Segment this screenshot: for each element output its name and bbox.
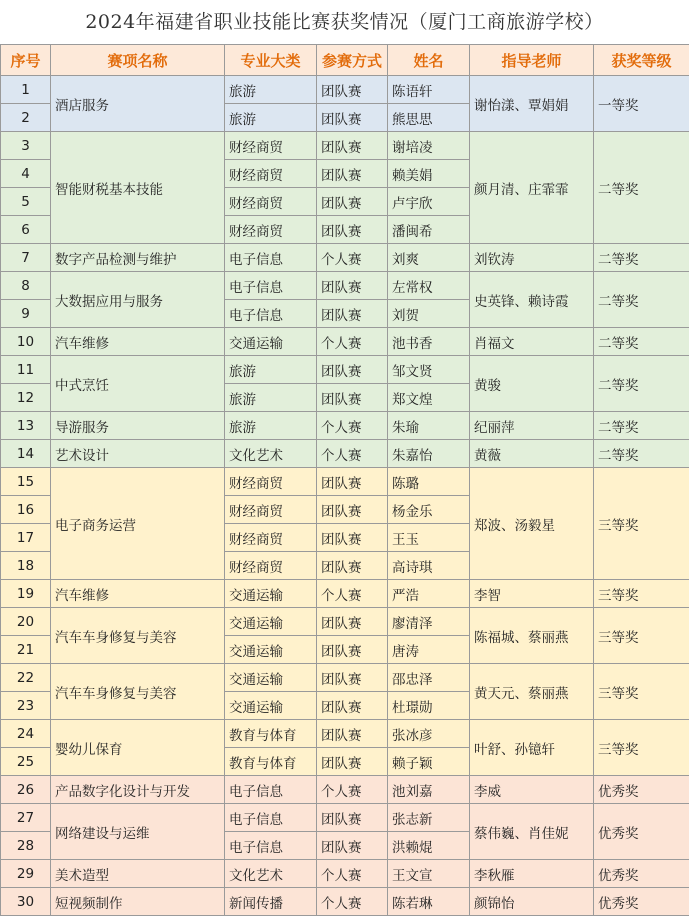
- cell-mode: 个人赛: [317, 580, 388, 608]
- cell-category: 文化艺术: [225, 440, 317, 468]
- cell-name: 卢宇欣: [388, 188, 470, 216]
- cell-mode: 团队赛: [317, 552, 388, 580]
- table-row: [1, 132, 689, 160]
- cell-teacher: 叶舒、孙镱轩: [470, 720, 594, 776]
- cell-mode: 个人赛: [317, 776, 388, 804]
- cell-award: 二等奖: [594, 272, 689, 328]
- cell-name: 池刘嘉: [388, 776, 470, 804]
- cell-no: 27: [1, 804, 51, 832]
- cell-category: 财经商贸: [225, 524, 317, 552]
- cell-award: 优秀奖: [594, 776, 689, 804]
- table-row: [1, 76, 689, 104]
- cell-mode: 团队赛: [317, 748, 388, 776]
- cell-mode: 团队赛: [317, 664, 388, 692]
- cell-event: 中式烹饪: [51, 356, 225, 412]
- cell-no: 9: [1, 300, 51, 328]
- cell-mode: 团队赛: [317, 720, 388, 748]
- header-no: 序号: [1, 45, 51, 76]
- cell-category: 电子信息: [225, 832, 317, 860]
- cell-no: 5: [1, 188, 51, 216]
- cell-name: 陈语轩: [388, 76, 470, 104]
- cell-category: 财经商贸: [225, 216, 317, 244]
- cell-category: 旅游: [225, 356, 317, 384]
- cell-event: 数字产品检测与维护: [51, 244, 225, 272]
- cell-category: 交通运输: [225, 608, 317, 636]
- cell-category: 旅游: [225, 384, 317, 412]
- cell-name: 杨金乐: [388, 496, 470, 524]
- cell-name: 左常权: [388, 272, 470, 300]
- cell-no: 22: [1, 664, 51, 692]
- cell-name: 潘闽希: [388, 216, 470, 244]
- cell-category: 新闻传播: [225, 888, 317, 916]
- cell-name: 杜璟勋: [388, 692, 470, 720]
- cell-event: 汽车车身修复与美容: [51, 664, 225, 720]
- cell-award: 二等奖: [594, 328, 689, 356]
- cell-name: 刘爽: [388, 244, 470, 272]
- cell-award: 优秀奖: [594, 888, 689, 916]
- cell-no: 4: [1, 160, 51, 188]
- cell-category: 交通运输: [225, 328, 317, 356]
- cell-no: 26: [1, 776, 51, 804]
- cell-no: 10: [1, 328, 51, 356]
- cell-name: 赖子颖: [388, 748, 470, 776]
- cell-name: 朱嘉怡: [388, 440, 470, 468]
- cell-event: 产品数字化设计与开发: [51, 776, 225, 804]
- header-teacher: 指导老师: [470, 45, 594, 76]
- cell-name: 张冰彦: [388, 720, 470, 748]
- cell-event: 导游服务: [51, 412, 225, 440]
- cell-teacher: 李威: [470, 776, 594, 804]
- cell-teacher: 蔡伟巍、肖佳妮: [470, 804, 594, 860]
- cell-name: 高诗琪: [388, 552, 470, 580]
- cell-no: 14: [1, 440, 51, 468]
- cell-award: 优秀奖: [594, 804, 689, 860]
- cell-award: 三等奖: [594, 608, 689, 664]
- cell-category: 财经商贸: [225, 552, 317, 580]
- cell-no: 28: [1, 832, 51, 860]
- table-row: [1, 244, 689, 272]
- cell-mode: 团队赛: [317, 300, 388, 328]
- table-row: [1, 440, 689, 468]
- cell-name: 刘贺: [388, 300, 470, 328]
- cell-mode: 团队赛: [317, 384, 388, 412]
- cell-teacher: 颜月清、庄霏霏: [470, 132, 594, 244]
- cell-name: 熊思思: [388, 104, 470, 132]
- cell-no: 20: [1, 608, 51, 636]
- header-mode: 参赛方式: [317, 45, 388, 76]
- cell-mode: 个人赛: [317, 328, 388, 356]
- cell-teacher: 谢怡漾、覃娟娟: [470, 76, 594, 132]
- cell-mode: 团队赛: [317, 216, 388, 244]
- cell-category: 电子信息: [225, 272, 317, 300]
- cell-award: 二等奖: [594, 412, 689, 440]
- header-award: 获奖等级: [594, 45, 689, 76]
- cell-award: 优秀奖: [594, 860, 689, 888]
- cell-teacher: 黄天元、蔡丽燕: [470, 664, 594, 720]
- cell-no: 23: [1, 692, 51, 720]
- cell-no: 15: [1, 468, 51, 496]
- cell-award: 二等奖: [594, 440, 689, 468]
- cell-award: 三等奖: [594, 580, 689, 608]
- cell-name: 王文宣: [388, 860, 470, 888]
- table-row: [1, 580, 689, 608]
- cell-category: 教育与体育: [225, 720, 317, 748]
- cell-event: 婴幼儿保育: [51, 720, 225, 776]
- cell-mode: 个人赛: [317, 440, 388, 468]
- cell-teacher: 颜锦怡: [470, 888, 594, 916]
- cell-name: 王玉: [388, 524, 470, 552]
- cell-mode: 团队赛: [317, 496, 388, 524]
- cell-award: 一等奖: [594, 76, 689, 132]
- cell-mode: 团队赛: [317, 76, 388, 104]
- cell-mode: 个人赛: [317, 244, 388, 272]
- cell-name: 严浩: [388, 580, 470, 608]
- header-event: 赛项名称: [51, 45, 225, 76]
- cell-name: 陈若琳: [388, 888, 470, 916]
- cell-mode: 个人赛: [317, 860, 388, 888]
- awards-table: [0, 44, 689, 916]
- cell-mode: 个人赛: [317, 412, 388, 440]
- cell-name: 池书香: [388, 328, 470, 356]
- table-row: [1, 860, 689, 888]
- cell-category: 电子信息: [225, 776, 317, 804]
- cell-name: 洪赖焜: [388, 832, 470, 860]
- cell-category: 财经商贸: [225, 468, 317, 496]
- table-row: [1, 776, 689, 804]
- cell-mode: 团队赛: [317, 832, 388, 860]
- cell-name: 廖清泽: [388, 608, 470, 636]
- table-header-row: [1, 45, 689, 76]
- cell-event: 智能财税基本技能: [51, 132, 225, 244]
- cell-name: 陈璐: [388, 468, 470, 496]
- cell-no: 30: [1, 888, 51, 916]
- cell-teacher: 纪丽萍: [470, 412, 594, 440]
- cell-event: 汽车维修: [51, 580, 225, 608]
- cell-category: 财经商贸: [225, 160, 317, 188]
- cell-teacher: 李秋雁: [470, 860, 594, 888]
- cell-event: 酒店服务: [51, 76, 225, 132]
- cell-no: 17: [1, 524, 51, 552]
- cell-no: 3: [1, 132, 51, 160]
- cell-teacher: 郑波、汤毅星: [470, 468, 594, 580]
- cell-category: 交通运输: [225, 636, 317, 664]
- cell-no: 29: [1, 860, 51, 888]
- cell-name: 邹文贤: [388, 356, 470, 384]
- cell-teacher: 黄薇: [470, 440, 594, 468]
- cell-category: 教育与体育: [225, 748, 317, 776]
- table-row: [1, 272, 689, 300]
- cell-event: 艺术设计: [51, 440, 225, 468]
- cell-mode: 团队赛: [317, 132, 388, 160]
- table-row: [1, 356, 689, 384]
- cell-award: 二等奖: [594, 244, 689, 272]
- cell-mode: 团队赛: [317, 468, 388, 496]
- cell-award: 三等奖: [594, 720, 689, 776]
- cell-mode: 团队赛: [317, 104, 388, 132]
- header-category: 专业大类: [225, 45, 317, 76]
- cell-event: 汽车车身修复与美容: [51, 608, 225, 664]
- cell-no: 13: [1, 412, 51, 440]
- cell-no: 7: [1, 244, 51, 272]
- cell-category: 电子信息: [225, 804, 317, 832]
- cell-event: 汽车维修: [51, 328, 225, 356]
- cell-category: 交通运输: [225, 664, 317, 692]
- table-row: [1, 608, 689, 636]
- cell-no: 11: [1, 356, 51, 384]
- table-row: [1, 720, 689, 748]
- cell-mode: 个人赛: [317, 888, 388, 916]
- cell-event: 短视频制作: [51, 888, 225, 916]
- table-row: [1, 468, 689, 496]
- cell-mode: 团队赛: [317, 692, 388, 720]
- cell-mode: 团队赛: [317, 356, 388, 384]
- cell-teacher: 李智: [470, 580, 594, 608]
- cell-mode: 团队赛: [317, 804, 388, 832]
- cell-no: 24: [1, 720, 51, 748]
- cell-award: 三等奖: [594, 468, 689, 580]
- cell-name: 赖美娟: [388, 160, 470, 188]
- cell-category: 电子信息: [225, 300, 317, 328]
- cell-name: 谢培凌: [388, 132, 470, 160]
- cell-mode: 团队赛: [317, 608, 388, 636]
- cell-event: 美术造型: [51, 860, 225, 888]
- cell-award: 二等奖: [594, 132, 689, 244]
- cell-no: 8: [1, 272, 51, 300]
- table-body: [1, 76, 689, 916]
- cell-category: 旅游: [225, 412, 317, 440]
- cell-name: 邵忠泽: [388, 664, 470, 692]
- cell-event: 网络建设与运维: [51, 804, 225, 860]
- cell-category: 交通运输: [225, 580, 317, 608]
- cell-no: 2: [1, 104, 51, 132]
- cell-teacher: 黄骏: [470, 356, 594, 412]
- cell-category: 旅游: [225, 76, 317, 104]
- table-row: [1, 328, 689, 356]
- cell-mode: 团队赛: [317, 636, 388, 664]
- cell-mode: 团队赛: [317, 160, 388, 188]
- cell-no: 21: [1, 636, 51, 664]
- cell-teacher: 肖福文: [470, 328, 594, 356]
- cell-event: 大数据应用与服务: [51, 272, 225, 328]
- cell-category: 财经商贸: [225, 188, 317, 216]
- page-title: 2024年福建省职业技能比赛获奖情况（厦门工商旅游学校）: [0, 0, 689, 44]
- cell-mode: 团队赛: [317, 524, 388, 552]
- cell-no: 16: [1, 496, 51, 524]
- cell-name: 张志新: [388, 804, 470, 832]
- cell-mode: 团队赛: [317, 272, 388, 300]
- table-row: [1, 804, 689, 832]
- cell-no: 18: [1, 552, 51, 580]
- cell-no: 19: [1, 580, 51, 608]
- cell-name: 郑文煌: [388, 384, 470, 412]
- cell-no: 25: [1, 748, 51, 776]
- table-row: [1, 888, 689, 916]
- cell-name: 唐涛: [388, 636, 470, 664]
- cell-mode: 团队赛: [317, 188, 388, 216]
- cell-award: 三等奖: [594, 664, 689, 720]
- cell-teacher: 史英锋、赖诗霞: [470, 272, 594, 328]
- cell-no: 1: [1, 76, 51, 104]
- cell-award: 二等奖: [594, 356, 689, 412]
- table-row: [1, 664, 689, 692]
- cell-event: 电子商务运营: [51, 468, 225, 580]
- cell-category: 旅游: [225, 104, 317, 132]
- cell-category: 交通运输: [225, 692, 317, 720]
- cell-category: 电子信息: [225, 244, 317, 272]
- cell-category: 文化艺术: [225, 860, 317, 888]
- cell-name: 朱瑜: [388, 412, 470, 440]
- cell-no: 6: [1, 216, 51, 244]
- cell-teacher: 刘钦涛: [470, 244, 594, 272]
- cell-category: 财经商贸: [225, 496, 317, 524]
- cell-category: 财经商贸: [225, 132, 317, 160]
- cell-teacher: 陈福城、蔡丽燕: [470, 608, 594, 664]
- table-row: [1, 412, 689, 440]
- cell-no: 12: [1, 384, 51, 412]
- header-name: 姓名: [388, 45, 470, 76]
